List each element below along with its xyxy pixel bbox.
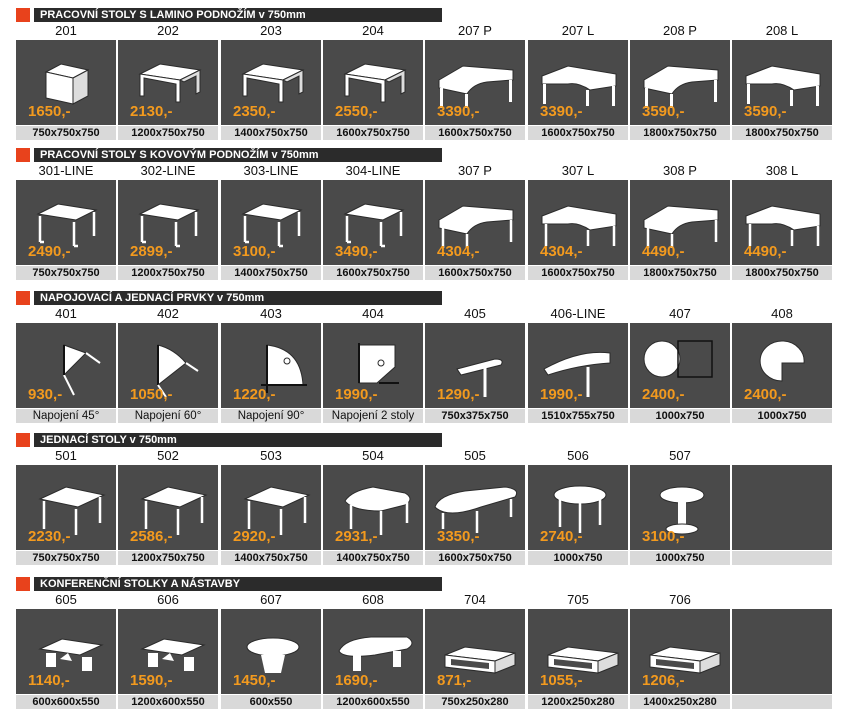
- product-dimensions: Napojení 60°: [118, 409, 218, 423]
- product-code: 403: [260, 306, 282, 321]
- product-price: 2740,-: [540, 528, 583, 545]
- product-price: 1140,-: [28, 672, 70, 689]
- product-price: 2931,-: [335, 528, 378, 545]
- product-code: 208 L: [765, 23, 799, 38]
- product-code: 407: [669, 306, 691, 321]
- product-dimensions: 750x375x750: [425, 409, 525, 423]
- product-dimensions: 1400x250x280: [630, 695, 730, 709]
- product-tile-row: [16, 40, 834, 125]
- product-dimensions: 600x550: [221, 695, 321, 709]
- product-dimensions: Napojení 45°: [16, 409, 116, 423]
- product-price: 2899,-: [130, 243, 173, 260]
- product-tile: [630, 323, 730, 408]
- product-tile: [323, 609, 423, 694]
- product-code: 202: [157, 23, 179, 38]
- section-header: [16, 433, 834, 447]
- product-tile: [630, 40, 730, 125]
- product-dimensions: 1600x750x750: [528, 266, 628, 280]
- product-dimensions: 1200x250x280: [528, 695, 628, 709]
- product-price: 1590,-: [130, 672, 173, 689]
- product-dimensions: Napojení 90°: [221, 409, 321, 423]
- product-code: 704: [464, 592, 486, 607]
- catalog-section: [16, 8, 834, 140]
- product-price: 2350,-: [233, 103, 276, 120]
- product-price: 2400,-: [744, 386, 787, 403]
- product-dimensions: Napojení 2 stoly: [323, 409, 423, 423]
- product-code: 504: [362, 448, 384, 463]
- product-price: 930,-: [28, 386, 63, 403]
- section-header: [16, 577, 834, 591]
- product-code: 208 P: [663, 23, 697, 38]
- dimension-row: [16, 550, 834, 565]
- product-dimensions: 1200x750x750: [118, 126, 218, 140]
- catalog-section: [16, 577, 834, 709]
- section-title: NAPOJOVACÍ A JEDNACÍ PRVKY v 750mm: [34, 291, 442, 305]
- product-code-row: [16, 305, 834, 323]
- product-tile: [118, 40, 218, 125]
- product-code-row: [16, 22, 834, 40]
- product-tile: [323, 323, 423, 408]
- dimension-row: [16, 265, 834, 280]
- product-dimensions: 1000x750: [630, 551, 730, 565]
- product-code: 705: [567, 592, 589, 607]
- product-dimensions: 1600x750x750: [425, 126, 525, 140]
- product-dimensions: 1400x750x750: [323, 551, 423, 565]
- product-code: 301-LINE: [38, 163, 94, 178]
- product-tile: [732, 40, 832, 125]
- product-tile: [221, 323, 321, 408]
- product-price: 4490,-: [642, 243, 685, 260]
- product-price: 3100,-: [642, 528, 685, 545]
- product-dimensions: 1600x750x750: [528, 126, 628, 140]
- catalog-section: [16, 291, 834, 423]
- product-code: 207 P: [458, 23, 492, 38]
- product-price: 1290,-: [437, 386, 480, 403]
- product-tile: [16, 180, 116, 265]
- product-code: 308 P: [663, 163, 697, 178]
- product-code: 706: [669, 592, 691, 607]
- product-code: 201: [55, 23, 77, 38]
- product-tile-row: [16, 465, 834, 550]
- product-tile: [16, 40, 116, 125]
- section-header: [16, 148, 834, 162]
- product-dimensions: 1800x750x750: [630, 266, 730, 280]
- product-price: 3590,-: [744, 103, 787, 120]
- product-dimensions: 750x750x750: [16, 551, 116, 565]
- product-code: 203: [260, 23, 282, 38]
- product-price: 1990,-: [335, 386, 378, 403]
- product-tile: [528, 180, 628, 265]
- product-code: 404: [362, 306, 384, 321]
- product-code-row: [16, 162, 834, 180]
- product-dimensions: 1600x750x750: [425, 551, 525, 565]
- product-price: 3490,-: [335, 243, 378, 260]
- product-dimensions: 1000x750: [528, 551, 628, 565]
- product-price: 1690,-: [335, 672, 378, 689]
- product-price: 4304,-: [437, 243, 480, 260]
- section-marker-icon: [16, 433, 30, 447]
- product-dimensions: 1000x750: [630, 409, 730, 423]
- product-code: 401: [55, 306, 77, 321]
- product-dimensions: 1510x755x750: [528, 409, 628, 423]
- product-tile: [528, 40, 628, 125]
- product-tile: [425, 323, 525, 408]
- product-tile: [528, 323, 628, 408]
- product-dimensions: 750x250x280: [425, 695, 525, 709]
- product-price: 1055,-: [540, 672, 583, 689]
- section-header: [16, 291, 834, 305]
- dimension-row: [16, 125, 834, 140]
- catalog-section: [16, 148, 834, 280]
- product-tile-row: [16, 609, 834, 694]
- product-price: 2230,-: [28, 528, 71, 545]
- empty-dimensions: [732, 551, 832, 565]
- product-code: 501: [55, 448, 77, 463]
- product-code: 406-LINE: [550, 306, 606, 321]
- product-code: 303-LINE: [243, 163, 299, 178]
- product-dimensions: 1200x600x550: [323, 695, 423, 709]
- product-price: 2490,-: [28, 243, 71, 260]
- product-price: 4304,-: [540, 243, 583, 260]
- product-code: 308 L: [765, 163, 799, 178]
- product-tile-row: [16, 180, 834, 265]
- product-dimensions: 1200x750x750: [118, 551, 218, 565]
- product-price: 2400,-: [642, 386, 685, 403]
- product-price: 1990,-: [540, 386, 583, 403]
- product-tile: [221, 609, 321, 694]
- product-dimensions: 1400x750x750: [221, 266, 321, 280]
- product-dimensions: 1800x750x750: [732, 266, 832, 280]
- product-price: 1650,-: [28, 103, 71, 120]
- product-price: 3590,-: [642, 103, 685, 120]
- product-price: 1450,-: [233, 672, 276, 689]
- product-tile: [425, 180, 525, 265]
- product-price: 2920,-: [233, 528, 276, 545]
- product-code: 402: [157, 306, 179, 321]
- catalog-section: [16, 433, 834, 565]
- product-tile: [630, 609, 730, 694]
- product-tile: [16, 465, 116, 550]
- product-tile: [732, 180, 832, 265]
- product-price: 4490,-: [744, 243, 787, 260]
- product-dimensions: 1600x750x750: [425, 266, 525, 280]
- product-tile: [221, 40, 321, 125]
- product-price: 3100,-: [233, 243, 276, 260]
- product-tile: [118, 323, 218, 408]
- product-tile: [323, 465, 423, 550]
- product-tile: [221, 465, 321, 550]
- product-dimensions: 1800x750x750: [732, 126, 832, 140]
- product-dimensions: 750x750x750: [16, 266, 116, 280]
- product-tile: [221, 180, 321, 265]
- product-price: 1220,-: [233, 386, 276, 403]
- product-tile: [528, 465, 628, 550]
- product-code: 307 P: [458, 163, 492, 178]
- dimension-row: [16, 694, 834, 709]
- product-code: 608: [362, 592, 384, 607]
- section-marker-icon: [16, 148, 30, 162]
- product-code: 606: [157, 592, 179, 607]
- product-code: 503: [260, 448, 282, 463]
- product-tile: [425, 609, 525, 694]
- product-tile: [425, 465, 525, 550]
- section-marker-icon: [16, 577, 30, 591]
- product-code: 506: [567, 448, 589, 463]
- empty-tile: [732, 465, 832, 550]
- product-dimensions: 1200x600x550: [118, 695, 218, 709]
- product-dimensions: 1200x750x750: [118, 266, 218, 280]
- dimension-row: [16, 408, 834, 423]
- product-code: 307 L: [561, 163, 595, 178]
- product-tile: [630, 465, 730, 550]
- section-title: KONFERENČNÍ STOLKY A NÁSTAVBY: [34, 577, 442, 591]
- product-code: 302-LINE: [140, 163, 196, 178]
- product-code: 304-LINE: [345, 163, 401, 178]
- product-tile: [118, 609, 218, 694]
- product-code-row: [16, 591, 834, 609]
- product-dimensions: 1000x750: [732, 409, 832, 423]
- product-tile: [16, 609, 116, 694]
- product-price: 2130,-: [130, 103, 173, 120]
- product-price: 2550,-: [335, 103, 378, 120]
- product-tile: [630, 180, 730, 265]
- product-code: 408: [771, 306, 793, 321]
- empty-tile: [732, 609, 832, 694]
- product-price: 3390,-: [437, 103, 480, 120]
- section-title: PRACOVNÍ STOLY S KOVOVÝM PODNOŽÍM v 750mm: [34, 148, 442, 162]
- section-title: PRACOVNÍ STOLY S LAMINO PODNOŽÍM v 750mm: [34, 8, 442, 22]
- product-tile: [323, 180, 423, 265]
- product-dimensions: 1600x750x750: [323, 126, 423, 140]
- product-price: 1050,-: [130, 386, 173, 403]
- product-dimensions: 750x750x750: [16, 126, 116, 140]
- section-marker-icon: [16, 291, 30, 305]
- product-price: 2586,-: [130, 528, 173, 545]
- product-code: 605: [55, 592, 77, 607]
- product-code: 607: [260, 592, 282, 607]
- product-tile-row: [16, 323, 834, 408]
- product-price: 871,-: [437, 672, 472, 689]
- product-tile: [323, 40, 423, 125]
- product-price: 1206,-: [642, 672, 685, 689]
- product-tile: [16, 323, 116, 408]
- product-code: 507: [669, 448, 691, 463]
- section-title: JEDNACÍ STOLY v 750mm: [34, 433, 442, 447]
- product-dimensions: 600x600x550: [16, 695, 116, 709]
- product-code-row: [16, 447, 834, 465]
- product-dimensions: 1400x750x750: [221, 126, 321, 140]
- product-code: 502: [157, 448, 179, 463]
- product-code: 204: [362, 23, 384, 38]
- product-tile: [118, 465, 218, 550]
- product-dimensions: 1600x750x750: [323, 266, 423, 280]
- section-marker-icon: [16, 8, 30, 22]
- product-price: 3390,-: [540, 103, 583, 120]
- product-code: 405: [464, 306, 486, 321]
- product-code: 207 L: [561, 23, 595, 38]
- product-tile: [732, 323, 832, 408]
- product-tile: [528, 609, 628, 694]
- empty-dimensions: [732, 695, 832, 709]
- product-price: 3350,-: [437, 528, 480, 545]
- product-tile: [425, 40, 525, 125]
- product-dimensions: 1800x750x750: [630, 126, 730, 140]
- section-header: [16, 8, 834, 22]
- product-tile: [118, 180, 218, 265]
- product-dimensions: 1400x750x750: [221, 551, 321, 565]
- product-code: 505: [464, 448, 486, 463]
